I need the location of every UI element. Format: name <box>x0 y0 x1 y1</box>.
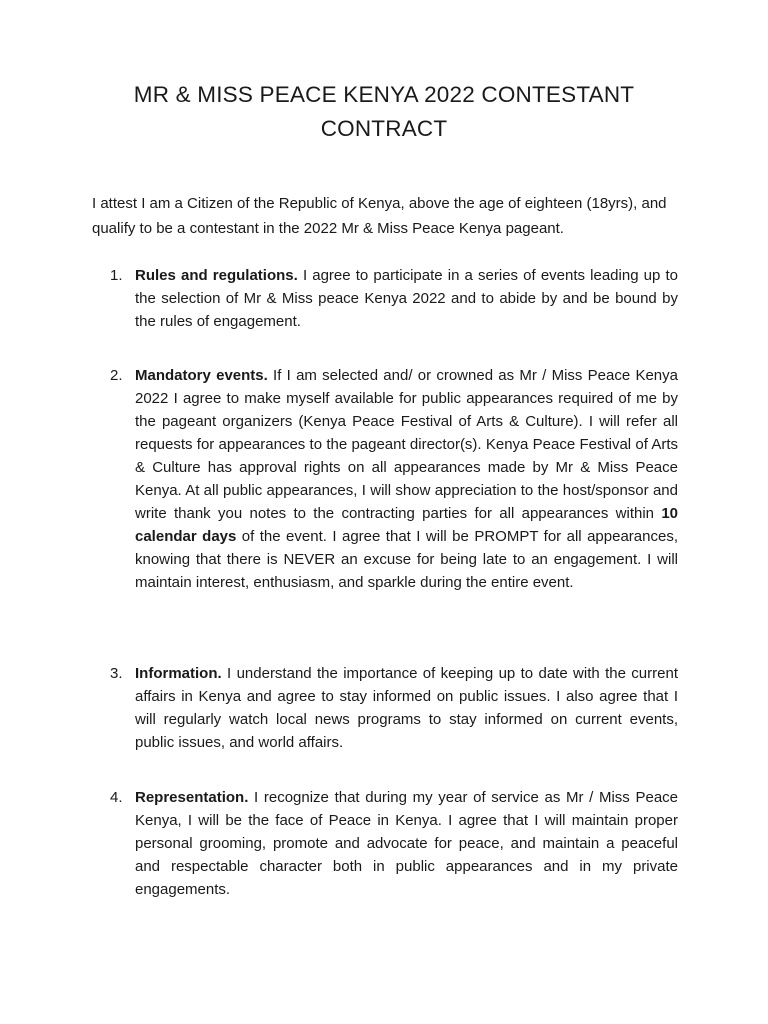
clause-heading: Mandatory events. <box>135 367 268 384</box>
clause-emphasis: 10 calendar days <box>135 505 678 545</box>
clause-heading: Representation. <box>135 789 249 806</box>
clause-text: I understand the importance of keeping up to date with the current affairs in Kenya and agree to stay informed on public issues. I also agree that I will regularly watch local news programs to stay informed on current events, public issues, and world affairs. <box>135 665 678 751</box>
clause-text-continued: of the event. I agree that I will be PROMPT for all appearances, knowing that there is NEVER an excuse for being late to an engagement. I will maintain interest, enthusiasm, and sparkle during the entire event. <box>135 528 678 591</box>
clause-number: 1. <box>110 267 123 284</box>
title-line-1: MR & MISS PEACE KENYA 2022 CONTESTANT <box>133 82 635 107</box>
clause-number: 4. <box>110 789 123 806</box>
clause-text: I recognize that during my year of service as Mr / Miss Peace Kenya, I will be the face of Peace in Kenya. I agree that I will maintain proper personal grooming, promote and advocate for peace, and maintain a peaceful and respectable character both in public appearances and in my private engagements. <box>135 789 678 898</box>
clause-heading: Rules and regulations. <box>135 267 298 284</box>
clause-text: I agree to participate in a series of events leading up to the selection of Mr & Miss peace Kenya 2022 and to abide by and be bound by the rules of engagement. <box>135 267 678 330</box>
clause-body <box>135 364 678 594</box>
clause-representation <box>110 786 678 901</box>
clause-body <box>135 264 678 333</box>
clause-number: 3. <box>110 665 123 682</box>
title-line-2: CONTRACT <box>320 116 448 141</box>
clause-number: 2. <box>110 367 123 384</box>
page-title <box>0 78 768 146</box>
clause-mandatory-events <box>110 364 678 594</box>
intro-paragraph: I attest I am a Citizen of the Republic of Kenya, above the age of eighteen (18yrs), and qualify to be a contestant in the 2022 Mr & Miss Peace Kenya pageant. <box>92 195 667 237</box>
clause-text: If I am selected and/ or crowned as Mr / Miss Peace Kenya 2022 I agree to make myself available for public appearances required of me by the pageant organizers (Kenya Peace Festival of Arts & Culture). I will refer all requests for appearances to the pageant director(s). Kenya Peace Festival of Arts & Culture has approval rights on all appearances made by Mr & Miss Peace Kenya. At all public appearances, I will show appreciation to the host/sponsor and write thank you notes to the contracting parties for all appearances within <box>135 367 678 522</box>
clause-information <box>110 662 678 754</box>
clause-rules-and-regulations <box>110 264 678 333</box>
clause-heading: Information. <box>135 665 222 682</box>
clause-body <box>135 786 678 901</box>
clause-body <box>135 662 678 754</box>
